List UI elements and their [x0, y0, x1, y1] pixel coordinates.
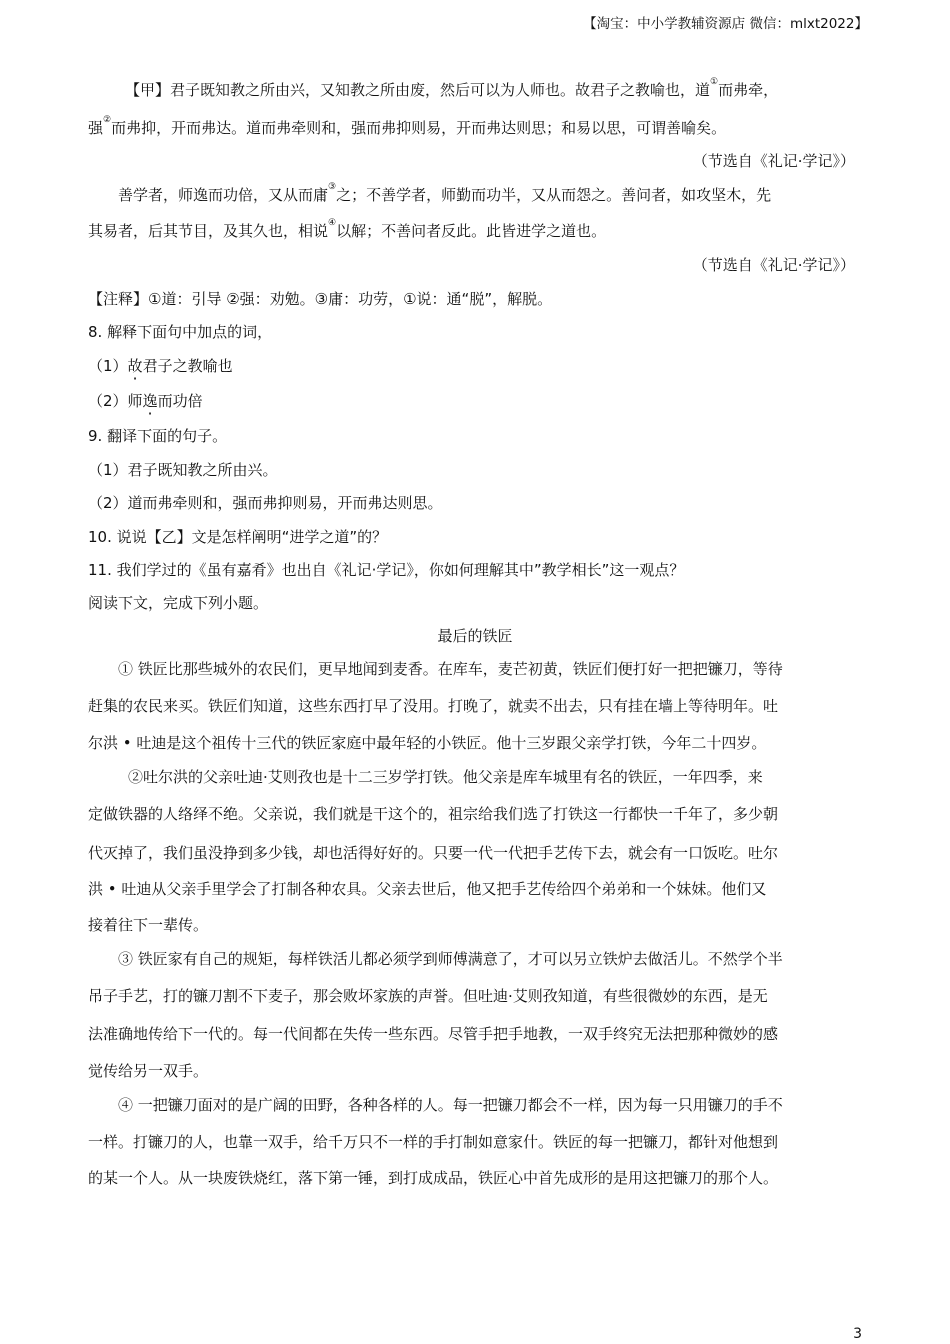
- dotted-word: 逸: [142, 392, 158, 410]
- article-p3-line: 觉传给另一双手。: [88, 1062, 209, 1080]
- question-8-2: （2）师逸而功倍: [88, 392, 203, 410]
- jia-line-2: 强②而弗抑，开而弗达。道而弗牵则和，强而弗抑则易，开而弗达则思；和易以思，可谓善喻矣。: [88, 115, 727, 137]
- article-p2-line: 洪 • 吐迪从父亲手里学会了打制各种农具。父亲去世后，他又把手艺传给四个弟弟和一个妹妹。他们又: [88, 880, 767, 898]
- article-p2-line: 定做铁器的人络绎不绝。父亲说，我们就是干这个的，祖宗给我们选了打铁这一行都快一千年了，多少朝: [88, 805, 779, 823]
- article-p3-line: 吊子手艺，打的镰刀割不下麦子，那会败坏家族的声誉。但吐迪·艾则孜知道，有些很微妙的东西，是无: [88, 987, 768, 1005]
- page-number: 3: [853, 1326, 862, 1342]
- article-p4-line: 一样。打镰刀的人，也靠一双手，给千万只不一样的手打制如意家什。铁匠的每一把镰刀，都针对他想到: [88, 1133, 779, 1151]
- article-title: 最后的铁匠: [437, 627, 513, 645]
- article-p2-line: ②吐尔洪的父亲吐迪·艾则孜也是十二三岁学打铁。他父亲是库车城里有名的铁匠，一年四季，来: [128, 768, 763, 786]
- article-p2-line: 代灭掉了，我们虽没挣到多少钱，却也活得好好的。只要一代一代把手艺传下去，就会有一口饭吃。吐尔: [88, 844, 779, 862]
- jia-source: （节选自《礼记·学记》）: [692, 152, 855, 170]
- article-p4-line: 的某一个人。从一块废铁烧红，落下第一锤，到打成成品，铁匠心中首先成形的是用这把镰刀的那个人。: [88, 1169, 779, 1187]
- dotted-word: 故: [127, 357, 143, 375]
- jia-line-1: 【甲】君子既知教之所由兴，又知教之所由废，然后可以为人师也。故君子之教喻也，道①而弗牵，: [125, 77, 779, 99]
- question-10: 10. 说说【乙】文是怎样阐明“进学之道”的？: [88, 528, 388, 546]
- yi-line-1: 善学者，师逸而功倍，又从而庸③之；不善学者，师勤而功半，又从而怨之。善问者，如攻坚木，先: [118, 182, 772, 204]
- yi-source: （节选自《礼记·学记》）: [692, 256, 855, 274]
- yi-line-2: 其易者，后其节目，及其久也，相说④以解；不善问者反此。此皆进学之道也。: [88, 218, 607, 240]
- reading-intro: 阅读下文，完成下列小题。: [88, 594, 269, 612]
- article-p1-line: ① 铁匠比那些城外的农民们，更早地闻到麦香。在库车，麦芒初黄，铁匠们便打好一把把镰刀，等待: [118, 660, 783, 678]
- question-9-1: （1）君子既知教之所由兴。: [88, 461, 278, 479]
- article-p1-line: 赶集的农民来买。铁匠们知道，这些东西打早了没用。打晚了，就卖不出去，只有挂在墙上等待明年。吐: [88, 697, 779, 715]
- article-p1-line: 尔洪 • 吐迪是这个祖传十三代的铁匠家庭中最年轻的小铁匠。他十三岁跟父亲学打铁，今年二十四岁。: [88, 734, 767, 752]
- article-p3-line: ③ 铁匠家有自己的规矩，每样铁活儿都必须学到师傅满意了，才可以另立铁炉去做活儿。不然学个半: [118, 950, 783, 968]
- question-11: 11. 我们学过的《虽有嘉肴》也出自《礼记·学记》，你如何理解其中”教学相长”这一观点？: [88, 561, 685, 579]
- article-p4-line: ④ 一把镰刀面对的是广阔的田野，各种各样的人。每一把镰刀都会不一样，因为每一只用镰刀的手不: [118, 1096, 783, 1114]
- page-header: 【淘宝：中小学教辅资源店 微信：mlxt2022】: [583, 16, 868, 32]
- annotation-notes: 【注释】①道：引导 ②强：劝勉。③庸：功劳，①说：通“脱”，解脱。: [88, 290, 553, 308]
- article-p2-line: 接着往下一辈传。: [88, 916, 209, 934]
- question-9: 9. 翻译下面的句子。: [88, 427, 228, 445]
- question-8: 8. 解释下面句中加点的词，: [88, 323, 273, 341]
- question-8-1: （1）故君子之教喻也: [88, 357, 233, 375]
- question-9-2: （2）道而弗牵则和，强而弗抑则易，开而弗达则思。: [88, 494, 443, 512]
- article-p3-line: 法准确地传给下一代的。每一代间都在失传一些东西。尽管手把手地教，一双手终究无法把那种微妙的感: [88, 1025, 779, 1043]
